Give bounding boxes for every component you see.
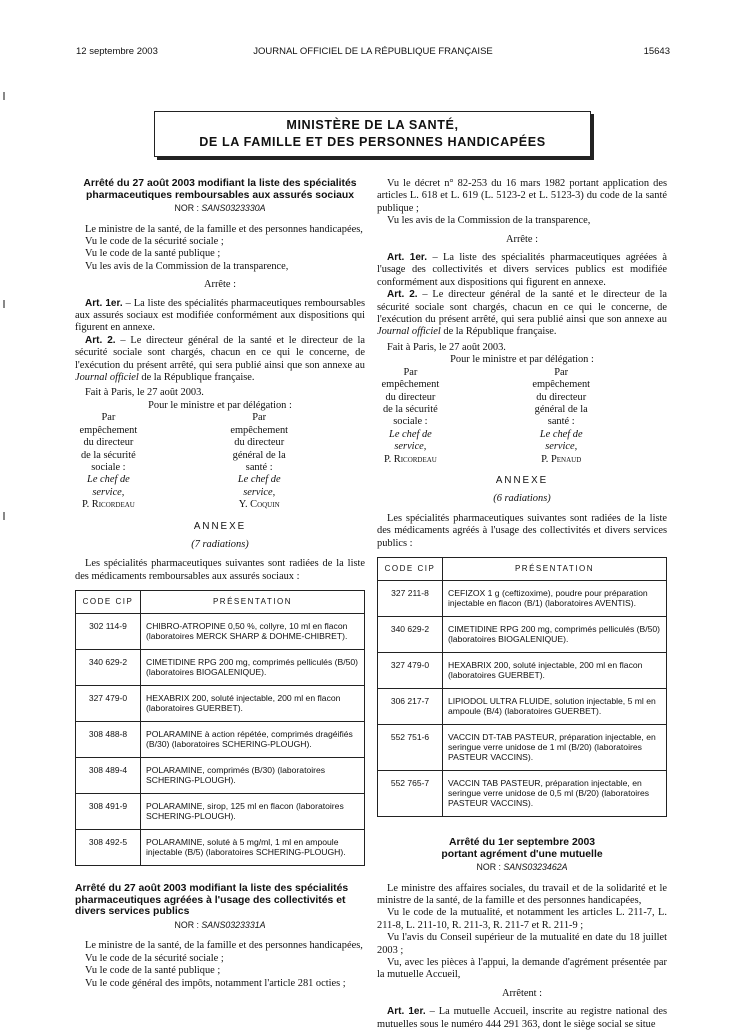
table-row xyxy=(378,688,667,724)
table-row xyxy=(378,770,667,816)
signatory-name: P. Penaud xyxy=(541,453,582,465)
annexe-table xyxy=(377,557,667,817)
article-text: – Le directeur général de la santé et le directeur de la sécurité sociale sont chargés, chacun en ce qui le concerne, de l'exécution du présent arrêté, qui sera publié ainsi que son annexe au xyxy=(377,289,668,326)
nor-label: NOR : xyxy=(174,919,199,930)
article-text: – La liste des spécialités pharmaceutiques remboursables aux assurés sociaux est modifiée conformément aux dispositions qui figurent en annexe. xyxy=(75,297,365,334)
cip-code: 327 211-8 xyxy=(378,580,443,616)
signature-line: Par empêchement xyxy=(230,412,289,436)
signature-line: de la sécurité sociale : xyxy=(80,449,136,473)
table-row xyxy=(378,652,667,688)
paragraph: Vu l'avis du Conseil supérieur de la mutualité en date du 18 juillet 2003 ; xyxy=(377,932,667,956)
presentation-text: CIMETIDINE RPG 200 mg, comprimés pelliculés (B/50) (laboratoires BIOGALENIQUE). xyxy=(141,650,365,686)
table-row xyxy=(378,580,667,616)
paragraph: Le ministre de la santé, de la famille et des personnes handicapées, xyxy=(85,223,363,235)
radiations-count: (6 radiations) xyxy=(493,493,551,505)
presentation-text: POLARAMINE, soluté à 5 mg/ml, 1 ml en ampoule injectable (B/5) (laboratoires SCHERING-PLOUGH). xyxy=(141,830,365,866)
ministry-box xyxy=(154,111,591,157)
signature-role: Le chef de service, xyxy=(237,474,281,498)
signature-line: du directeur général de la santé : xyxy=(232,437,286,473)
table-row xyxy=(76,614,365,650)
column-header-presentation: PRÉSENTATION xyxy=(443,557,667,580)
decree-title: Arrêté du 27 août 2003 modifiant la liste des spécialités pharmaceutiques remboursables aux assurés sociaux xyxy=(83,178,357,201)
left-column xyxy=(75,178,365,990)
paragraph: Vu le code de la sécurité sociale ; xyxy=(85,952,224,964)
paragraph: Vu le code général des impôts, notamment l'article 281 octies ; xyxy=(85,977,346,989)
annexe-table xyxy=(75,590,365,866)
paragraph: Vu le décret n° 82-253 du 16 mars 1982 portant application des articles L. 618 et L. 619 (L. 5123-2 et L. 5123-3) du code de la santé publique ; xyxy=(377,178,667,214)
article-text-end: de la République française. xyxy=(138,372,255,384)
article-label: Art. 1er. xyxy=(387,1006,426,1018)
paragraph: Le ministre des affaires sociales, du travail et de la solidarité et le ministre de la santé, de la famille et des personnes handicapées, xyxy=(377,882,667,906)
ministry-line-2: DE LA FAMILLE ET DES PERSONNES HANDICAPÉES xyxy=(199,135,546,149)
journal-ref: Journal officiel xyxy=(75,372,139,384)
signature-role: Le chef de service, xyxy=(389,428,432,453)
column-header-code: CODE CIP xyxy=(378,557,443,580)
article-2 xyxy=(75,335,365,385)
presentation-text: CHIBRO-ATROPINE 0,50 %, collyre, 10 ml en flacon (laboratoires MERCK SHARP & DOHME-CHIBRET). xyxy=(141,614,365,650)
signature-line: Par empêchement du directeur xyxy=(79,412,138,449)
presentation-text: VACCIN DT-TAB PASTEUR, préparation injectable, en seringue verre unidose de 1 ml (B/20) (laboratoires PASTEUR VACCINS). xyxy=(443,724,667,770)
article-1 xyxy=(75,298,365,335)
cip-code: 308 488-8 xyxy=(76,722,141,758)
nor-label: NOR : xyxy=(476,862,501,873)
page-number: 15643 xyxy=(643,46,670,57)
presentation-text: POLARAMINE, sirop, 125 ml en flacon (laboratoires SCHERING-PLOUGH). xyxy=(141,794,365,830)
article-label: Art. 1er. xyxy=(387,252,428,264)
right-column xyxy=(377,178,667,1031)
annexe-heading: ANNEXE xyxy=(193,520,247,532)
presentation-text: HEXABRIX 200, soluté injectable, 200 ml en flacon (laboratoires GUERBET). xyxy=(443,652,667,688)
table-row xyxy=(76,650,365,686)
signature-line: du directeur général de la santé : xyxy=(534,391,588,428)
signatures xyxy=(377,367,667,466)
cip-code: 327 479-0 xyxy=(76,686,141,722)
margin-mark xyxy=(3,92,5,100)
signatory-name: P. Ricordeau xyxy=(81,499,135,511)
nor-code: SANS0323331A xyxy=(201,919,266,930)
annexe-intro: Les spécialités pharmaceutiques suivantes sont radiées de la liste des médicaments agréés à l'usage des collectivités et divers services publics : xyxy=(377,512,667,549)
presentation-text: VACCIN TAB PASTEUR, préparation injectable, en seringue verre unidose de 0,5 ml (B/20) (laboratoires PASTEUR VACCINS). xyxy=(443,770,667,816)
article-text: – La mutuelle Accueil, inscrite au registre national des mutuelles sous le numéro 444 291 363, dont le siège social se situe xyxy=(377,1006,667,1030)
journal-title: JOURNAL OFFICIEL DE LA RÉPUBLIQUE FRANÇAISE xyxy=(253,46,493,57)
column-header-presentation: PRÉSENTATION xyxy=(141,591,365,614)
article-text-end: de la République française. xyxy=(440,326,557,338)
decree-title: Arrêté du 1er septembre 2003 xyxy=(448,836,596,848)
cip-code: 308 491-9 xyxy=(76,794,141,830)
fait-line: Fait à Paris, le 27 août 2003. xyxy=(387,341,506,353)
paragraph: Vu le code de la santé publique ; xyxy=(85,965,221,977)
table-row xyxy=(76,758,365,794)
arrete-heading: Arrête : xyxy=(203,279,237,291)
cip-code: 340 629-2 xyxy=(76,650,141,686)
journal-ref: Journal officiel xyxy=(377,326,441,338)
presentation-text: POLARAMINE, comprimés (B/30) (laboratoires SCHERING-PLOUGH). xyxy=(141,758,365,794)
signature-line: Par empêchement du directeur xyxy=(381,366,440,403)
presentation-text: CIMETIDINE RPG 200 mg, comprimés pelliculés (B/50) (laboratoires BIOGALENIQUE). xyxy=(443,616,667,652)
article-2 xyxy=(377,289,667,339)
article-label: Art. 2. xyxy=(387,289,418,301)
signatures xyxy=(75,412,365,511)
margin-mark xyxy=(3,512,5,520)
article-label: Art. 1er. xyxy=(85,297,123,309)
arretent-heading: Arrêtent : xyxy=(501,987,543,999)
issue-date: 12 septembre 2003 xyxy=(76,46,158,57)
cip-code: 552 751-6 xyxy=(378,724,443,770)
signature-block xyxy=(528,367,667,466)
cip-code: 340 629-2 xyxy=(378,616,443,652)
decree-title: Arrêté du 27 août 2003 modifiant la liste des spécialités pharmaceutiques agréées à l'usage des collectivités et divers services publics xyxy=(75,883,349,918)
nor-code: SANS0323462A xyxy=(503,862,568,873)
signature-block xyxy=(75,412,214,511)
article-text: – La liste des spécialités pharmaceutiques agréées à l'usage des collectivités et divers services publics est modifiée conformément aux dispositions qui figurent en annexe. xyxy=(377,252,667,288)
margin-mark xyxy=(3,300,5,308)
table-row xyxy=(76,794,365,830)
delegation-line: Pour le ministre et par délégation : xyxy=(148,399,292,411)
signature-role: Le chef de service, xyxy=(539,428,583,453)
paragraph: Le ministre de la santé, de la famille et des personnes handicapées, xyxy=(85,940,363,952)
article-label: Art. 2. xyxy=(85,334,116,346)
nor-reference xyxy=(377,861,667,873)
paragraph: Vu le code de la santé publique ; xyxy=(85,248,221,260)
radiations-count: (7 radiations) xyxy=(191,538,249,550)
paragraph: Vu les avis de la Commission de la transparence, xyxy=(387,215,591,227)
presentation-text: POLARAMINE à action répétée, comprimés dragéifiés (B/30) (laboratoires SCHERING-PLOUGH). xyxy=(141,722,365,758)
signatory-name: P. Ricordeau xyxy=(383,453,437,465)
signature-block xyxy=(377,367,516,466)
table-row xyxy=(378,724,667,770)
signature-block xyxy=(226,412,365,511)
nor-label: NOR : xyxy=(174,203,199,214)
column-header-code: CODE CIP xyxy=(76,591,141,614)
presentation-text: CEFIZOX 1 g (ceftizoxime), poudre pour préparation injectable en flacon (B/1) (laboratoires AVENTIS). xyxy=(443,580,667,616)
paragraph: Vu, avec les pièces à l'appui, la demande d'agrément présentée par la mutuelle Accueil, xyxy=(377,957,667,981)
cip-code: 308 489-4 xyxy=(76,758,141,794)
signature-line: de la sécurité sociale : xyxy=(382,403,438,428)
fait-line: Fait à Paris, le 27 août 2003. xyxy=(85,387,204,399)
nor-reference xyxy=(75,919,365,931)
cip-code: 308 492-5 xyxy=(76,830,141,866)
cip-code: 552 765-7 xyxy=(378,770,443,816)
cip-code: 302 114-9 xyxy=(76,614,141,650)
cip-code: 327 479-0 xyxy=(378,652,443,688)
decree-title: portant agrément d'une mutuelle xyxy=(441,848,603,860)
table-row xyxy=(378,616,667,652)
article-text: – Le directeur général de la santé et le directeur de la sécurité sociale sont chargés, chacun en ce qui le concerne, de l'exécution du présent arrêté, qui sera publié ainsi que son annexe au xyxy=(75,334,366,371)
presentation-text: LIPIODOL ULTRA FLUIDE, solution injectable, 5 ml en ampoule (B/4) (laboratoires GUERBET). xyxy=(443,688,667,724)
table-row xyxy=(76,830,365,866)
paragraph: Vu les avis de la Commission de la transparence, xyxy=(85,260,289,272)
table-row xyxy=(76,686,365,722)
nor-reference xyxy=(75,202,365,214)
paragraph: Vu le code de la mutualité, et notamment les articles L. 211-7, L. 211-8, L. 211-10, R. 211-3, R. 211-7 et R. 211-9 ; xyxy=(377,907,667,931)
table-row xyxy=(76,722,365,758)
ministry-line-1: MINISTÈRE DE LA SANTÉ, xyxy=(286,118,459,132)
nor-code: SANS0323330A xyxy=(201,203,266,214)
article-1 xyxy=(377,1006,667,1031)
signature-line: Par empêchement xyxy=(532,366,591,391)
cip-code: 306 217-7 xyxy=(378,688,443,724)
signatory-name: Y. Coquin xyxy=(238,499,280,511)
annexe-intro: Les spécialités pharmaceutiques suivantes sont radiées de la liste des médicaments remboursables aux assurés sociaux : xyxy=(75,558,365,582)
arrete-heading: Arrête : xyxy=(505,233,539,245)
paragraph: Vu le code de la sécurité sociale ; xyxy=(85,236,224,247)
presentation-text: HEXABRIX 200, soluté injectable, 200 ml en flacon (laboratoires GUERBET). xyxy=(141,686,365,722)
delegation-line: Pour le ministre et par délégation : xyxy=(450,354,594,366)
signature-role: Le chef de service, xyxy=(87,474,130,498)
annexe-heading: ANNEXE xyxy=(495,474,549,486)
article-1 xyxy=(377,252,667,289)
